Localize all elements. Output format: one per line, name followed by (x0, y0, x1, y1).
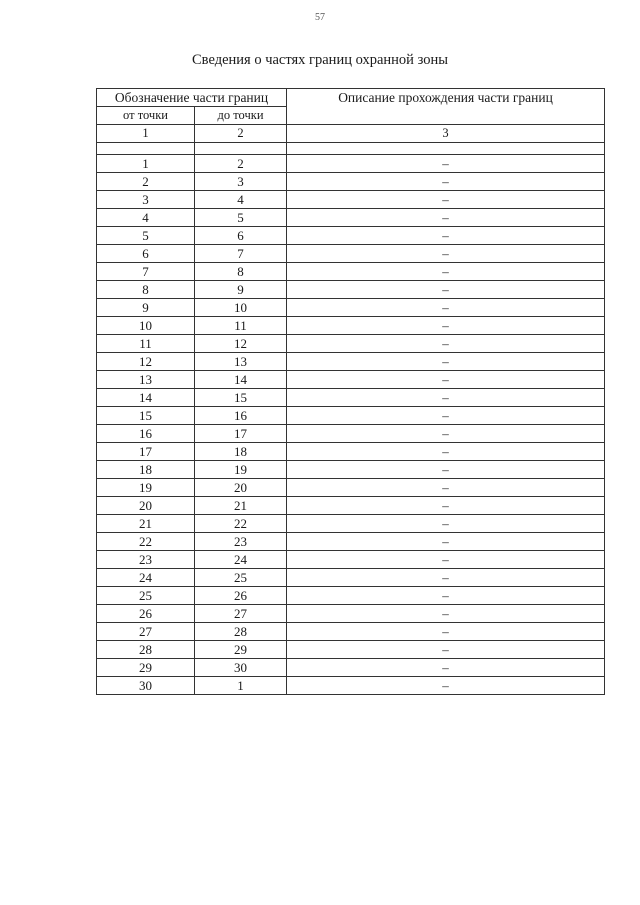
to-point-cell: 19 (195, 461, 287, 479)
to-point-cell: 23 (195, 533, 287, 551)
from-point-cell: 11 (97, 335, 195, 353)
to-point-cell: 3 (195, 173, 287, 191)
description-cell: – (287, 659, 605, 677)
table-row (97, 389, 605, 407)
from-point-cell: 25 (97, 587, 195, 605)
table-row (97, 191, 605, 209)
description-cell: – (287, 281, 605, 299)
description-cell: – (287, 497, 605, 515)
table-row (97, 659, 605, 677)
description-cell: – (287, 605, 605, 623)
table-row (97, 407, 605, 425)
to-point-cell: 29 (195, 641, 287, 659)
to-point-cell: 10 (195, 299, 287, 317)
table-row (97, 173, 605, 191)
from-point-cell: 30 (97, 677, 195, 695)
from-point-cell: 3 (97, 191, 195, 209)
description-cell: – (287, 353, 605, 371)
description-cell: – (287, 461, 605, 479)
to-point-cell: 30 (195, 659, 287, 677)
to-point-cell: 27 (195, 605, 287, 623)
table-row (97, 479, 605, 497)
to-point-cell: 15 (195, 389, 287, 407)
description-cell: – (287, 227, 605, 245)
to-point-cell: 22 (195, 515, 287, 533)
description-cell: – (287, 533, 605, 551)
to-point-cell: 13 (195, 353, 287, 371)
to-point-cell: 24 (195, 551, 287, 569)
description-cell: – (287, 587, 605, 605)
description-cell: – (287, 425, 605, 443)
table-row (97, 623, 605, 641)
to-point-cell: 2 (195, 155, 287, 173)
from-point-cell: 23 (97, 551, 195, 569)
description-cell: – (287, 479, 605, 497)
to-point-cell: 21 (195, 497, 287, 515)
description-cell: – (287, 389, 605, 407)
from-point-cell: 6 (97, 245, 195, 263)
to-point-cell: 17 (195, 425, 287, 443)
description-cell: – (287, 551, 605, 569)
description-cell: – (287, 371, 605, 389)
from-point-cell: 4 (97, 209, 195, 227)
description-cell: – (287, 569, 605, 587)
to-point-cell: 28 (195, 623, 287, 641)
to-point-cell: 5 (195, 209, 287, 227)
from-point-cell: 21 (97, 515, 195, 533)
from-point-cell: 9 (97, 299, 195, 317)
to-point-cell: 14 (195, 371, 287, 389)
from-point-cell: 20 (97, 497, 195, 515)
description-cell: – (287, 191, 605, 209)
description-cell: – (287, 677, 605, 695)
to-point-cell: 9 (195, 281, 287, 299)
description-cell: – (287, 263, 605, 281)
table-row (97, 353, 605, 371)
table-row (97, 461, 605, 479)
to-point-cell: 11 (195, 317, 287, 335)
to-point-cell: 1 (195, 677, 287, 695)
from-point-cell: 28 (97, 641, 195, 659)
from-point-cell: 22 (97, 533, 195, 551)
table-row (97, 533, 605, 551)
table-row (97, 641, 605, 659)
from-point-cell: 24 (97, 569, 195, 587)
table-row (97, 569, 605, 587)
from-point-cell: 29 (97, 659, 195, 677)
description-cell: – (287, 443, 605, 461)
from-point-cell: 18 (97, 461, 195, 479)
from-point-cell: 8 (97, 281, 195, 299)
from-point-cell: 26 (97, 605, 195, 623)
table-row (97, 551, 605, 569)
table-row (97, 263, 605, 281)
description-cell: – (287, 335, 605, 353)
description-cell: – (287, 317, 605, 335)
spacer-cell (287, 143, 605, 155)
header-to-point: до точки (195, 107, 287, 125)
document-title: Сведения о частях границ охранной зоны (192, 52, 448, 68)
description-cell: – (287, 407, 605, 425)
column-number: 3 (287, 125, 605, 143)
page-number: 57 (315, 12, 325, 23)
table-row (97, 587, 605, 605)
to-point-cell: 26 (195, 587, 287, 605)
spacer-cell (97, 143, 195, 155)
table-header-row (97, 89, 605, 107)
table-row (97, 605, 605, 623)
header-boundary-description: Описание прохождения части границ (287, 89, 605, 125)
column-number-row (97, 125, 605, 143)
table-row (97, 299, 605, 317)
description-cell: – (287, 209, 605, 227)
column-number: 1 (97, 125, 195, 143)
to-point-cell: 12 (195, 335, 287, 353)
to-point-cell: 4 (195, 191, 287, 209)
description-cell: – (287, 245, 605, 263)
table-row (97, 209, 605, 227)
table-row (97, 425, 605, 443)
spacer-row (97, 143, 605, 155)
description-cell: – (287, 299, 605, 317)
description-cell: – (287, 641, 605, 659)
table-row (97, 443, 605, 461)
table-row (97, 515, 605, 533)
from-point-cell: 12 (97, 353, 195, 371)
table-row (97, 677, 605, 695)
table-row (97, 227, 605, 245)
header-boundary-designation: Обозначение части границ (97, 89, 287, 107)
description-cell: – (287, 515, 605, 533)
from-point-cell: 5 (97, 227, 195, 245)
from-point-cell: 14 (97, 389, 195, 407)
from-point-cell: 17 (97, 443, 195, 461)
from-point-cell: 27 (97, 623, 195, 641)
description-cell: – (287, 173, 605, 191)
to-point-cell: 25 (195, 569, 287, 587)
from-point-cell: 13 (97, 371, 195, 389)
column-number: 2 (195, 125, 287, 143)
description-cell: – (287, 623, 605, 641)
from-point-cell: 19 (97, 479, 195, 497)
from-point-cell: 2 (97, 173, 195, 191)
table-row (97, 335, 605, 353)
boundary-parts-table (96, 88, 605, 695)
table-row (97, 155, 605, 173)
table-row (97, 497, 605, 515)
to-point-cell: 16 (195, 407, 287, 425)
table-row (97, 371, 605, 389)
description-cell: – (287, 155, 605, 173)
to-point-cell: 18 (195, 443, 287, 461)
table-row (97, 317, 605, 335)
from-point-cell: 1 (97, 155, 195, 173)
to-point-cell: 6 (195, 227, 287, 245)
to-point-cell: 20 (195, 479, 287, 497)
spacer-cell (195, 143, 287, 155)
from-point-cell: 10 (97, 317, 195, 335)
header-from-point: от точки (97, 107, 195, 125)
from-point-cell: 16 (97, 425, 195, 443)
table-row (97, 245, 605, 263)
table-row (97, 281, 605, 299)
table-body (97, 155, 605, 695)
to-point-cell: 7 (195, 245, 287, 263)
from-point-cell: 15 (97, 407, 195, 425)
from-point-cell: 7 (97, 263, 195, 281)
to-point-cell: 8 (195, 263, 287, 281)
